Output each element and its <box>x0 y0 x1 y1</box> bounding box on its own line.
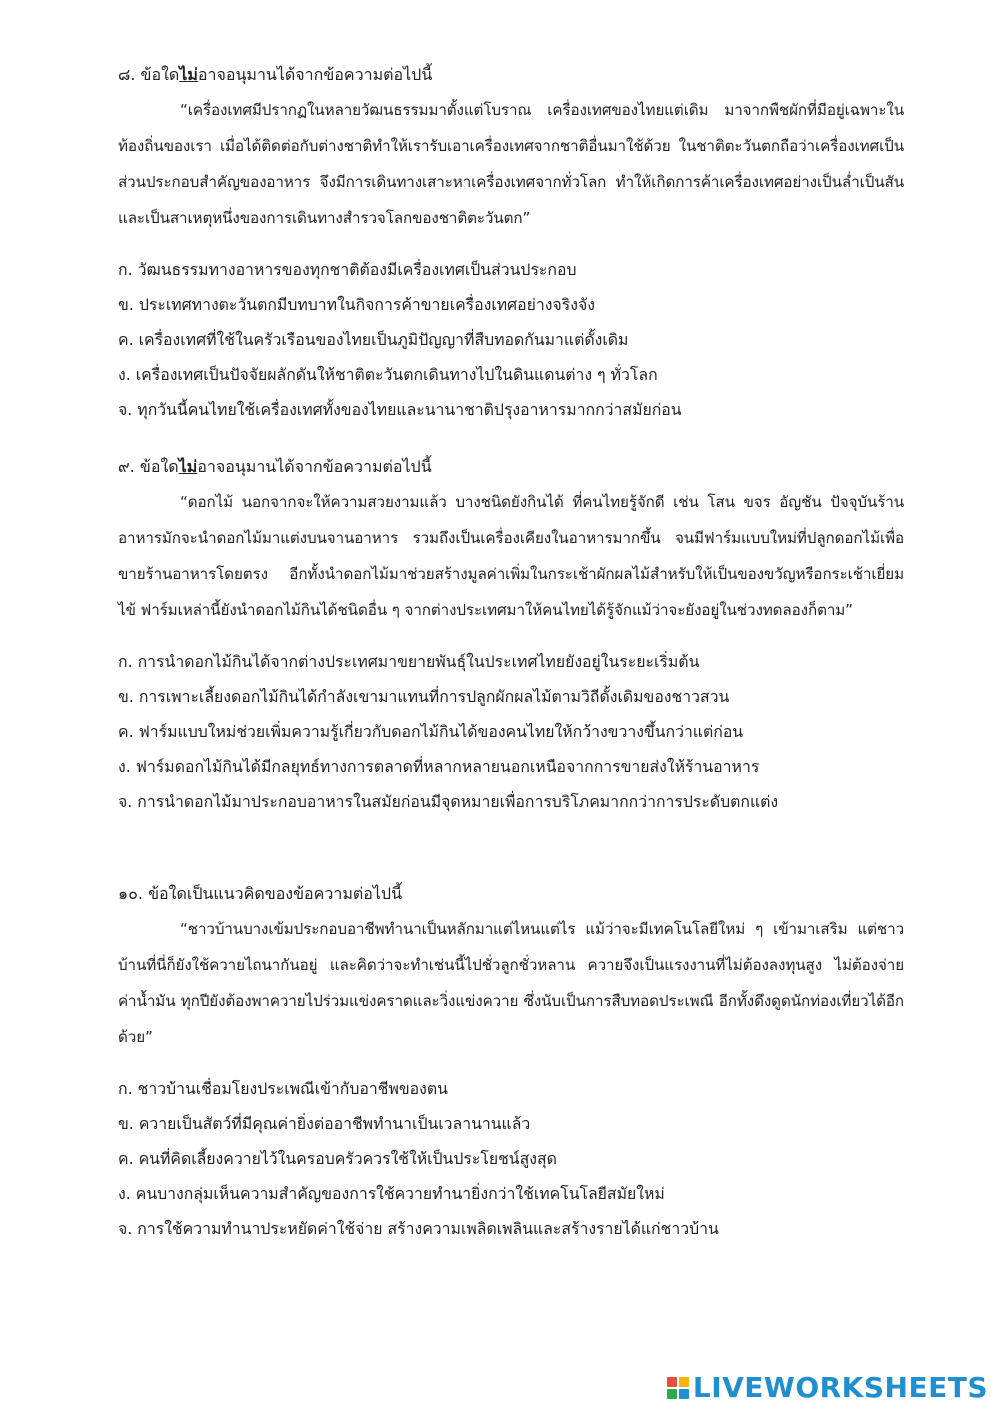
question-8 <box>118 64 904 427</box>
logo-text: LIVEWORKSHEETS <box>692 1371 988 1404</box>
choice-option[interactable]: ก. ชาวบ้านเชื่อมโยงประเพณีเข้ากับอาชีพของตน <box>118 1079 448 1098</box>
logo-square-yellow <box>679 1377 689 1387</box>
question-9 <box>118 456 904 819</box>
choice-option[interactable]: จ. การนำดอกไม้มาประกอบอาหารในสมัยก่อนมีจุดหมายเพื่อการบริโภคมากกว่าการประดับตกแต่ง <box>118 792 779 811</box>
question-number: ๘. <box>118 65 136 84</box>
choice-option[interactable]: ง. ฟาร์มดอกไม้กินได้มีกลยุทธ์ทางการตลาดที่หลากหลายนอกเหนือจากการขายส่งให้ร้านอาหาร <box>118 757 760 776</box>
question-emphasis: ไม่ <box>178 457 198 476</box>
choice-list <box>118 1071 904 1246</box>
choice-option[interactable]: ข. การเพาะเลี้ยงดอกไม้กินได้กำลังเขามาแทนที่การปลูกผักผลไม้ตามวิถีดั้งเดิมของชาวสวน <box>118 687 730 706</box>
choice-option[interactable]: ค. เครื่องเทศที่ใช้ในครัวเรือนของไทยเป็นภูมิปัญญาที่สืบทอดกันมาแต่ดั้งเดิม <box>118 330 629 349</box>
question-title <box>118 64 904 86</box>
choice-option[interactable]: ก. วัฒนธรรมทางอาหารของทุกชาติต้องมีเครื่องเทศเป็นส่วนประกอบ <box>118 260 577 279</box>
question-number: ๙. <box>118 457 135 476</box>
question-prefix: ข้อใด <box>139 457 179 476</box>
question-title <box>118 456 904 478</box>
choice-option[interactable]: ง. เครื่องเทศเป็นปัจจัยผลักดันให้ชาติตะวันตกเดินทางไปในดินแดนต่าง ๆ ทั่วโลก <box>118 365 658 384</box>
choice-option[interactable]: ง. คนบางกลุ่มเห็นความสำคัญของการใช้ควายทำนายิ่งกว่าใช้เทคโนโลยีสมัยใหม่ <box>118 1184 665 1203</box>
question-prefix: ข้อใดเป็นแนวคิดของข้อความต่อไปนี้ <box>148 884 403 903</box>
logo-square-green <box>667 1389 677 1399</box>
question-suffix: อาจอนุมานได้จากข้อความต่อไปนี้ <box>197 457 432 476</box>
question-prefix: ข้อใด <box>140 65 180 84</box>
choice-list <box>118 644 904 819</box>
choice-option[interactable]: ค. ฟาร์มแบบใหม่ช่วยเพิ่มความรู้เกี่ยวกับดอกไม้กินได้ของคนไทยให้กว้างขวางขึ้นกว่าแต่ก่อน <box>118 722 744 741</box>
question-passage: “ดอกไม้ นอกจากจะให้ความสวยงามแล้ว บางชนิดยังกินได้ ที่คนไทยรู้จักดี เช่น โสน ขจร อัญชัน ปัจจุบันร้านอาหารมักจะนำดอกไม้มาแต่งบนจานอาหาร รวมถึงเป็นเครื่องเคียงในอาหารมากขึ้น จนมีฟาร์มแบบใหม่ที่ปลูกดอกไม้เพื่อขายร้านอาหารโดยตรง อีกทั้งนำดอกไม้มาช่วยสร้างมูลค่าเพิ่มในกระเช้าผักผลไม้สำหรับให้เป็นของขวัญหรือกระเช้าเยี่ยมไข้ ฟาร์มเหล่านี้ยังนำดอกไม้กินได้ชนิดอื่น ๆ จากต่างประเทศมาให้คนไทยได้รู้จักแม้ว่าจะยังอยู่ในช่วงทดลองก็ตาม” <box>118 493 904 619</box>
question-suffix: อาจอนุมานได้จากข้อความต่อไปนี้ <box>197 65 433 84</box>
choice-option[interactable]: ข. ประเทศทางตะวันตกมีบทบาทในกิจการค้าขายเครื่องเทศอย่างจริงจัง <box>118 295 595 314</box>
question-passage: “เครื่องเทศมีปรากฏในหลายวัฒนธรรมมาตั้งแต่โบราณ เครื่องเทศของไทยแต่เดิม มาจากพืชผักที่มีอยู่เฉพาะในท้องถิ่นของเรา เมื่อได้ติดต่อกับต่างชาติทำให้เรารับเอาเครื่องเทศจากชาติอื่นมาใช้ด้วย ในชาติตะวันตกถือว่าเครื่องเทศเป็นส่วนประกอบสำคัญของอาหาร จึงมีการเดินทางเสาะหาเครื่องเทศจากทั่วโลก ทำให้เกิดการค้าเครื่องเทศอย่างเป็นล่ำเป็นสัน และเป็นสาเหตุหนึ่งของการเดินทางสำรวจโลกของชาติตะวันตก” <box>118 101 904 227</box>
choice-option[interactable]: จ. การใช้ความทำนาประหยัดค่าใช้จ่าย สร้างความเพลิดเพลินและสร้างรายได้แก่ชาวบ้าน <box>118 1219 719 1238</box>
liveworksheets-logo <box>667 1373 988 1403</box>
choice-option[interactable]: ข. ควายเป็นสัตว์ที่มีคุณค่ายิ่งต่ออาชีพทำนาเป็นเวลานานแล้ว <box>118 1114 531 1133</box>
question-10 <box>118 883 904 1246</box>
choice-option[interactable]: ค. คนที่คิดเลี้ยงควายไว้ในครอบครัวควรใช้ให้เป็นประโยชน์สูงสุด <box>118 1149 557 1168</box>
question-emphasis: ไม่ <box>179 65 198 84</box>
logo-mark-icon <box>667 1377 689 1399</box>
question-title <box>118 883 904 905</box>
choice-option[interactable]: จ. ทุกวันนี้คนไทยใช้เครื่องเทศทั้งของไทยและนานาชาติปรุงอาหารมากกว่าสมัยก่อน <box>118 400 682 419</box>
logo-square-red <box>667 1377 677 1387</box>
logo-square-blue <box>679 1389 689 1399</box>
question-passage: “ชาวบ้านบางเข้มประกอบอาชีพทำนาเป็นหลักมาแต่ไหนแต่ไร แม้ว่าจะมีเทคโนโลยีใหม่ ๆ เข้ามาเสริม แต่ชาวบ้านที่นี่ก็ยังใช้ควายไถนากันอยู่ และคิดว่าจะทำเช่นนี้ไปชั่วลูกชั่วหลาน ควายจึงเป็นแรงงานที่ไม่ต้องลงทุนสูง ไม่ต้องจ่ายค่าน้ำมัน ทุกปียังต้องพาควายไปร่วมแข่งคราดและวิ่งแข่งควาย ซึ่งนับเป็นการสืบทอดประเพณี อีกทั้งดึงดูดนักท่องเที่ยวได้อีกด้วย” <box>118 920 904 1046</box>
question-number: ๑๐. <box>118 884 144 903</box>
choice-list <box>118 252 904 427</box>
choice-option[interactable]: ก. การนำดอกไม้กินได้จากต่างประเทศมาขยายพันธุ์ในประเทศไทยยังอยู่ในระยะเริ่มต้น <box>118 652 700 671</box>
